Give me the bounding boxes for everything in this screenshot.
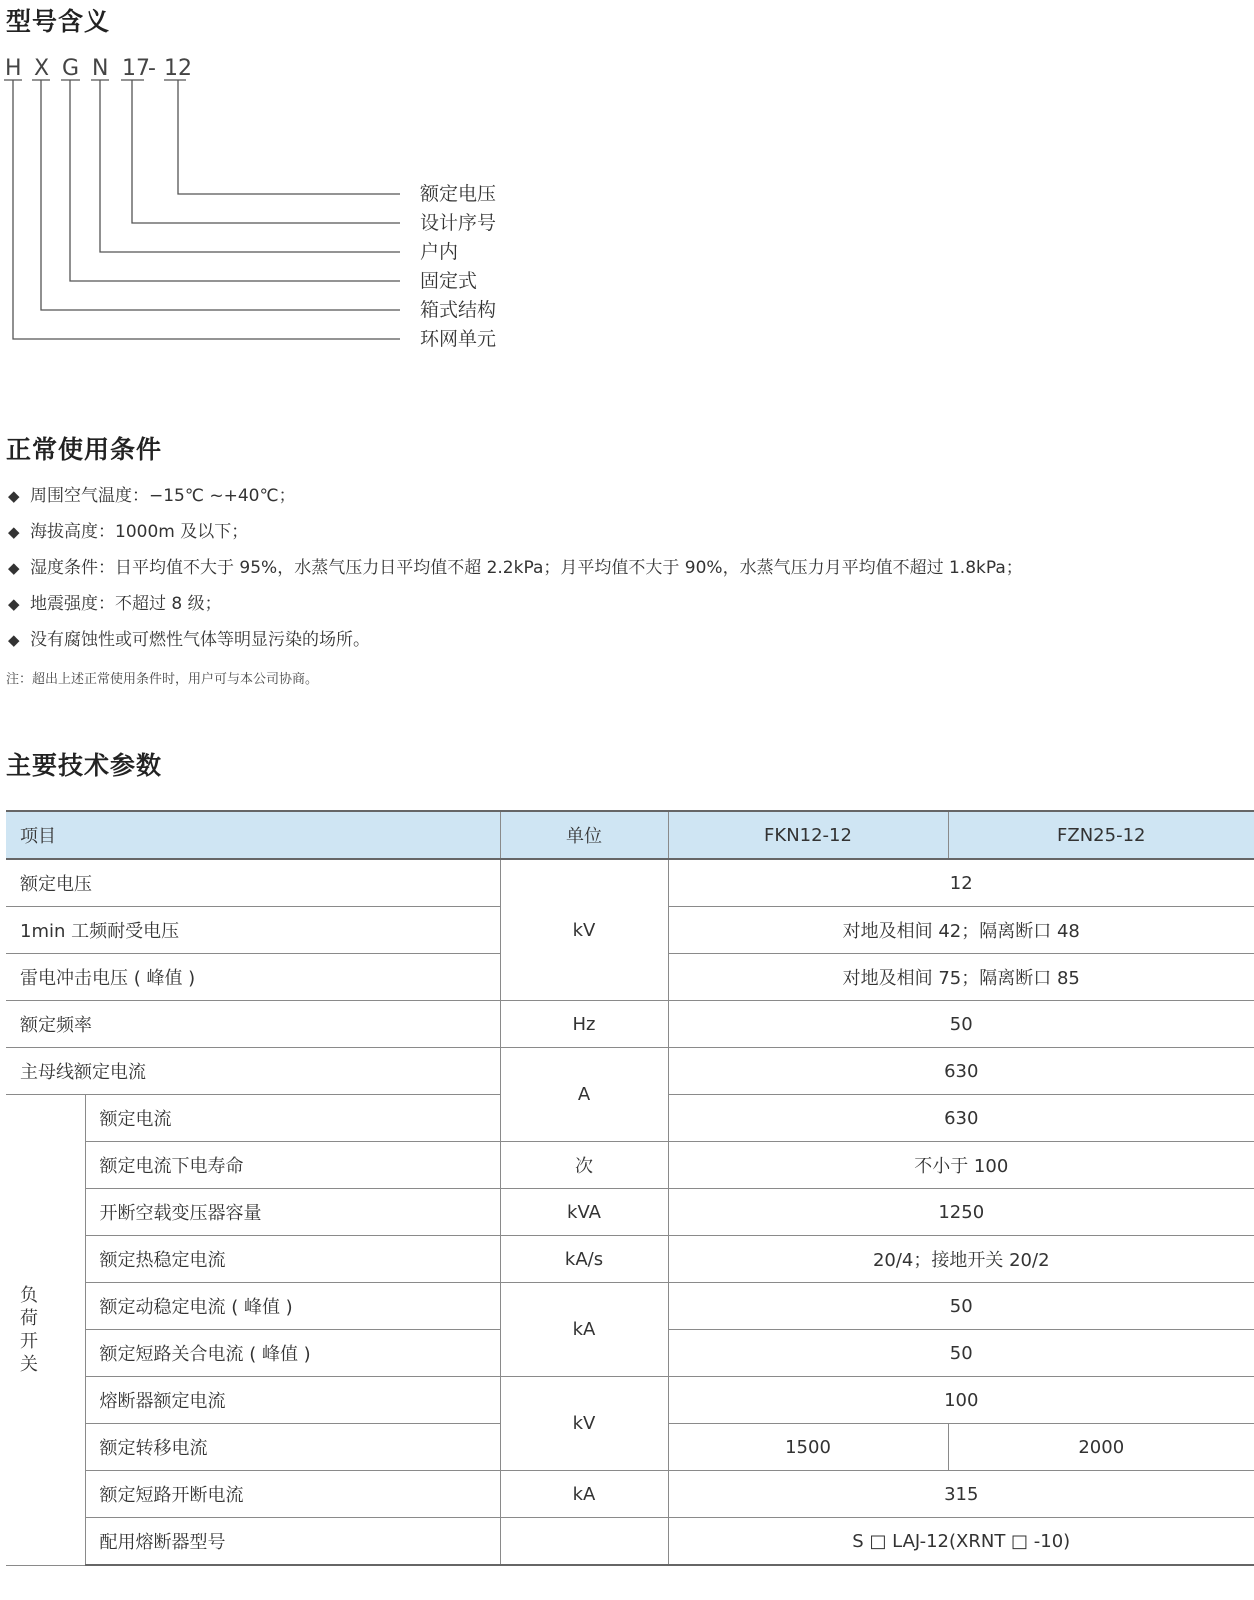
header-fkn12: FKN12-12 — [668, 811, 948, 859]
code-char-g: G — [62, 56, 80, 81]
leader-line-h — [13, 80, 400, 339]
meaning-design-serial: 设计序号 — [420, 212, 497, 234]
diamond-bullet-icon: ◆ — [8, 595, 20, 613]
table-row: 开断空载变压器容量 kVA 1250 — [6, 1189, 1254, 1236]
table-row: 额定电流下电寿命 次 不小于 100 — [6, 1142, 1254, 1189]
code-char-n: N — [92, 56, 109, 81]
code-char-h: H — [5, 56, 22, 81]
condition-item: ◆ 海拔高度：1000m 及以下； — [8, 522, 249, 542]
meaning-fixed: 固定式 — [420, 270, 478, 292]
table-row: 配用熔断器型号 S □ LAJ-12(XRNT □ -10) — [6, 1518, 1254, 1566]
table-row: 额定转移电流 1500 2000 — [6, 1424, 1254, 1471]
table-row: 额定热稳定电流 kA/s 20/4；接地开关 20/2 — [6, 1236, 1254, 1283]
code-char-x: X — [34, 56, 50, 81]
table-row: 雷电冲击电压 ( 峰值 ) 对地及相间 75；隔离断口 85 — [6, 954, 1254, 1001]
table-row: 1min 工频耐受电压 对地及相间 42；隔离断口 48 — [6, 907, 1254, 954]
table-row: 额定频率 Hz 50 — [6, 1001, 1254, 1048]
section-title-params: 主要技术参数 — [6, 751, 163, 780]
leader-line-n — [100, 80, 400, 252]
condition-item: ◆ 湿度条件：日平均值不大于 95%，水蒸气压力日平均值不超 2.2kPa；月平均值不大于 90%，水蒸气压力月平均值不超过 1.8kPa； — [8, 558, 1023, 578]
leader-line-g — [70, 80, 400, 281]
meaning-box-structure: 箱式结构 — [420, 299, 497, 321]
meaning-rated-voltage: 额定电压 — [420, 183, 497, 205]
table-row: 额定短路开断电流 kA 315 — [6, 1471, 1254, 1518]
code-char-dash: - — [148, 56, 156, 81]
group-label-load-switch: 负 荷 开 关 — [6, 1095, 85, 1566]
table-row: 额定短路关合电流 ( 峰值 ) 50 — [6, 1330, 1254, 1377]
meaning-ring-main-unit: 环网单元 — [420, 328, 497, 350]
condition-item: ◆ 没有腐蚀性或可燃性气体等明显污染的场所。 — [8, 630, 370, 650]
header-unit: 单位 — [500, 811, 668, 859]
code-char-17: 17 — [122, 56, 150, 81]
meaning-indoor: 户内 — [420, 241, 459, 263]
section-title-model: 型号含义 — [6, 7, 111, 36]
spec-table — [6, 810, 1254, 1566]
condition-item: ◆ 周围空气温度：−15℃ ~+40℃； — [8, 486, 296, 506]
condition-item: ◆ 地震强度：不超过 8 级； — [8, 594, 222, 614]
table-row: 主母线额定电流 A 630 — [6, 1048, 1254, 1095]
code-char-12: 12 — [164, 56, 192, 81]
table-row: 额定动稳定电流 ( 峰值 ) kA 50 — [6, 1283, 1254, 1330]
header-item: 项目 — [6, 811, 500, 859]
table-header-row — [6, 811, 1254, 859]
diamond-bullet-icon: ◆ — [8, 523, 20, 541]
diamond-bullet-icon: ◆ — [8, 487, 20, 505]
diamond-bullet-icon: ◆ — [8, 559, 20, 577]
section-title-conditions: 正常使用条件 — [6, 435, 163, 464]
table-row: 熔断器额定电流 kV 100 — [6, 1377, 1254, 1424]
diamond-bullet-icon: ◆ — [8, 631, 20, 649]
leader-line-12 — [178, 80, 400, 194]
table-row: 负 荷 开 关 额定电流 630 — [6, 1095, 1254, 1142]
conditions-note: 注：超出上述正常使用条件时，用户可与本公司协商。 — [6, 672, 319, 687]
header-fzn25: FZN25-12 — [948, 811, 1254, 859]
leader-line-17 — [132, 80, 400, 223]
leader-line-x — [41, 80, 400, 310]
table-row: 额定电压 kV 12 — [6, 859, 1254, 907]
model-code-diagram — [0, 0, 420, 360]
